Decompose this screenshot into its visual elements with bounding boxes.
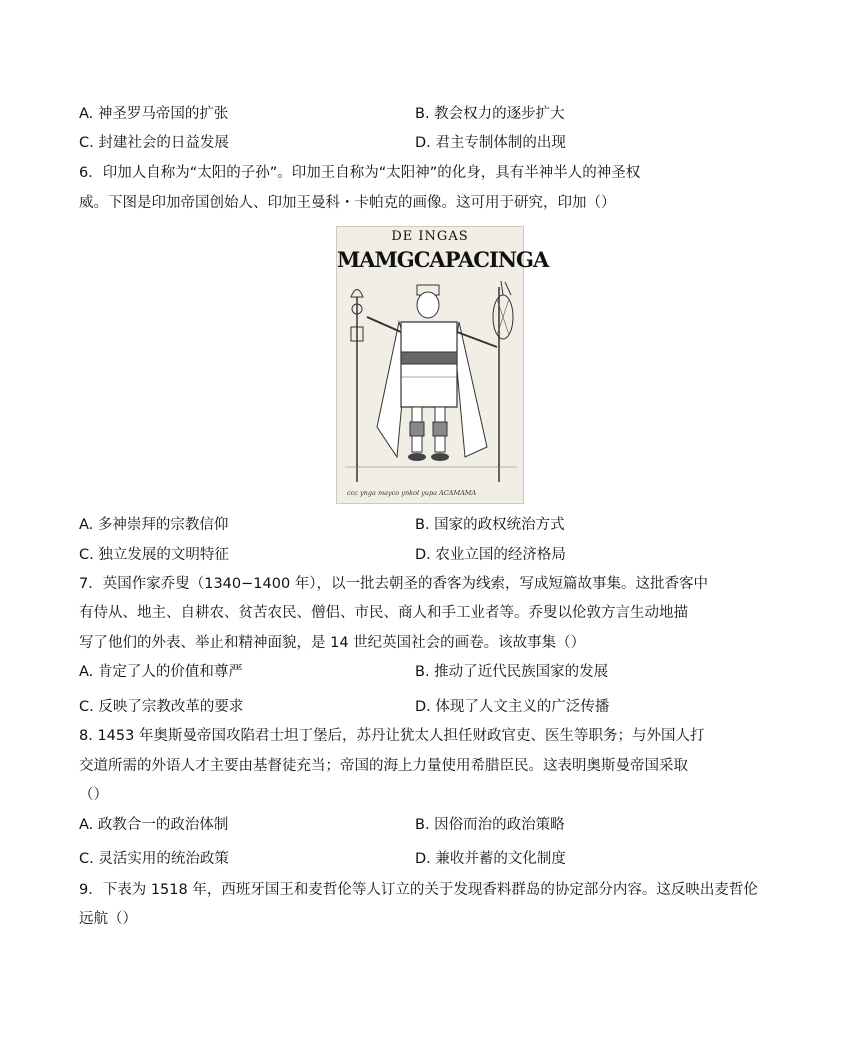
figure-caption: ccc ynga mayco ynkol yupa ACAMAMA [347, 489, 477, 497]
q6-stem-line1: 6．印加人自称为“太阳的子孙”。印加王自称为“太阳神”的化身，具有半神半人的神圣权 [79, 165, 641, 181]
q8-option-a: A. 政教合一的政治体制 [79, 817, 229, 833]
q7-option-a: A. 肯定了人的价值和尊严 [79, 664, 243, 680]
q7-stem-line2: 有侍从、地主、自耕农、贫苦农民、僧侣、市民、商人和手工业者等。乔叟以伦敦方言生动地描 [79, 605, 688, 621]
q6-option-d: D. 农业立国的经济格局 [415, 547, 566, 563]
q5-option-c: C. 封建社会的日益发展 [79, 135, 229, 151]
q8-stem-line1: 8. 1453 年奥斯曼帝国攻陷君士坦丁堡后，苏丹让犹太人担任财政官吏、医生等职务；与外国人打 [79, 728, 705, 744]
figure-title-line1: DE INGAS [391, 229, 469, 244]
q8-option-d: D. 兼收并蓄的文化制度 [415, 851, 566, 867]
q5-option-d: D. 君主专制体制的出现 [415, 135, 566, 151]
q8-stem-line3: （） [79, 787, 108, 803]
q6-option-b: B. 国家的政权统治方式 [415, 517, 565, 533]
q7-option-c: C. 反映了宗教改革的要求 [79, 699, 244, 715]
inca-king-portrait [336, 226, 549, 504]
q6-stem-line2: 威。下图是印加帝国创始人、印加王曼科・卡帕克的画像。这可用于研究，印加（） [79, 195, 616, 211]
figure-title-line2: MAMGCAPACINGA [337, 247, 549, 272]
q8-stem-line2: 交道所需的外语人才主要由基督徒充当；帝国的海上力量使用希腊臣民。这表明奥斯曼帝国采取 [79, 758, 688, 774]
q7-option-b: B. 推动了近代民族国家的发展 [415, 664, 609, 680]
inca-king-drawing [337, 277, 525, 487]
q6-option-a: A. 多神崇拜的宗教信仰 [79, 517, 229, 533]
q6-option-c: C. 独立发展的文明特征 [79, 547, 229, 563]
q7-stem-line1: 7．英国作家乔叟（1340−1400 年），以一批去朝圣的香客为线索，写成短篇故事集。这批香客中 [79, 576, 709, 592]
q5-option-a: A. 神圣罗马帝国的扩张 [79, 106, 229, 122]
q5-option-b: B. 教会权力的逐步扩大 [415, 106, 565, 122]
q8-option-b: B. 因俗而治的政治策略 [415, 817, 565, 833]
q7-stem-line3: 写了他们的外表、举止和精神面貌，是 14 世纪英国社会的画卷。该故事集（） [79, 635, 586, 651]
q9-stem-line2: 远航（） [79, 911, 137, 927]
q9-stem-line1: 9．下表为 1518 年，西班牙国王和麦哲伦等人订立的关于发现香料群岛的协定部分内容。这反映出麦哲伦 [79, 882, 758, 898]
q8-option-c: C. 灵活实用的统治政策 [79, 851, 229, 867]
q7-option-d: D. 体现了人文主义的广泛传播 [415, 699, 610, 715]
